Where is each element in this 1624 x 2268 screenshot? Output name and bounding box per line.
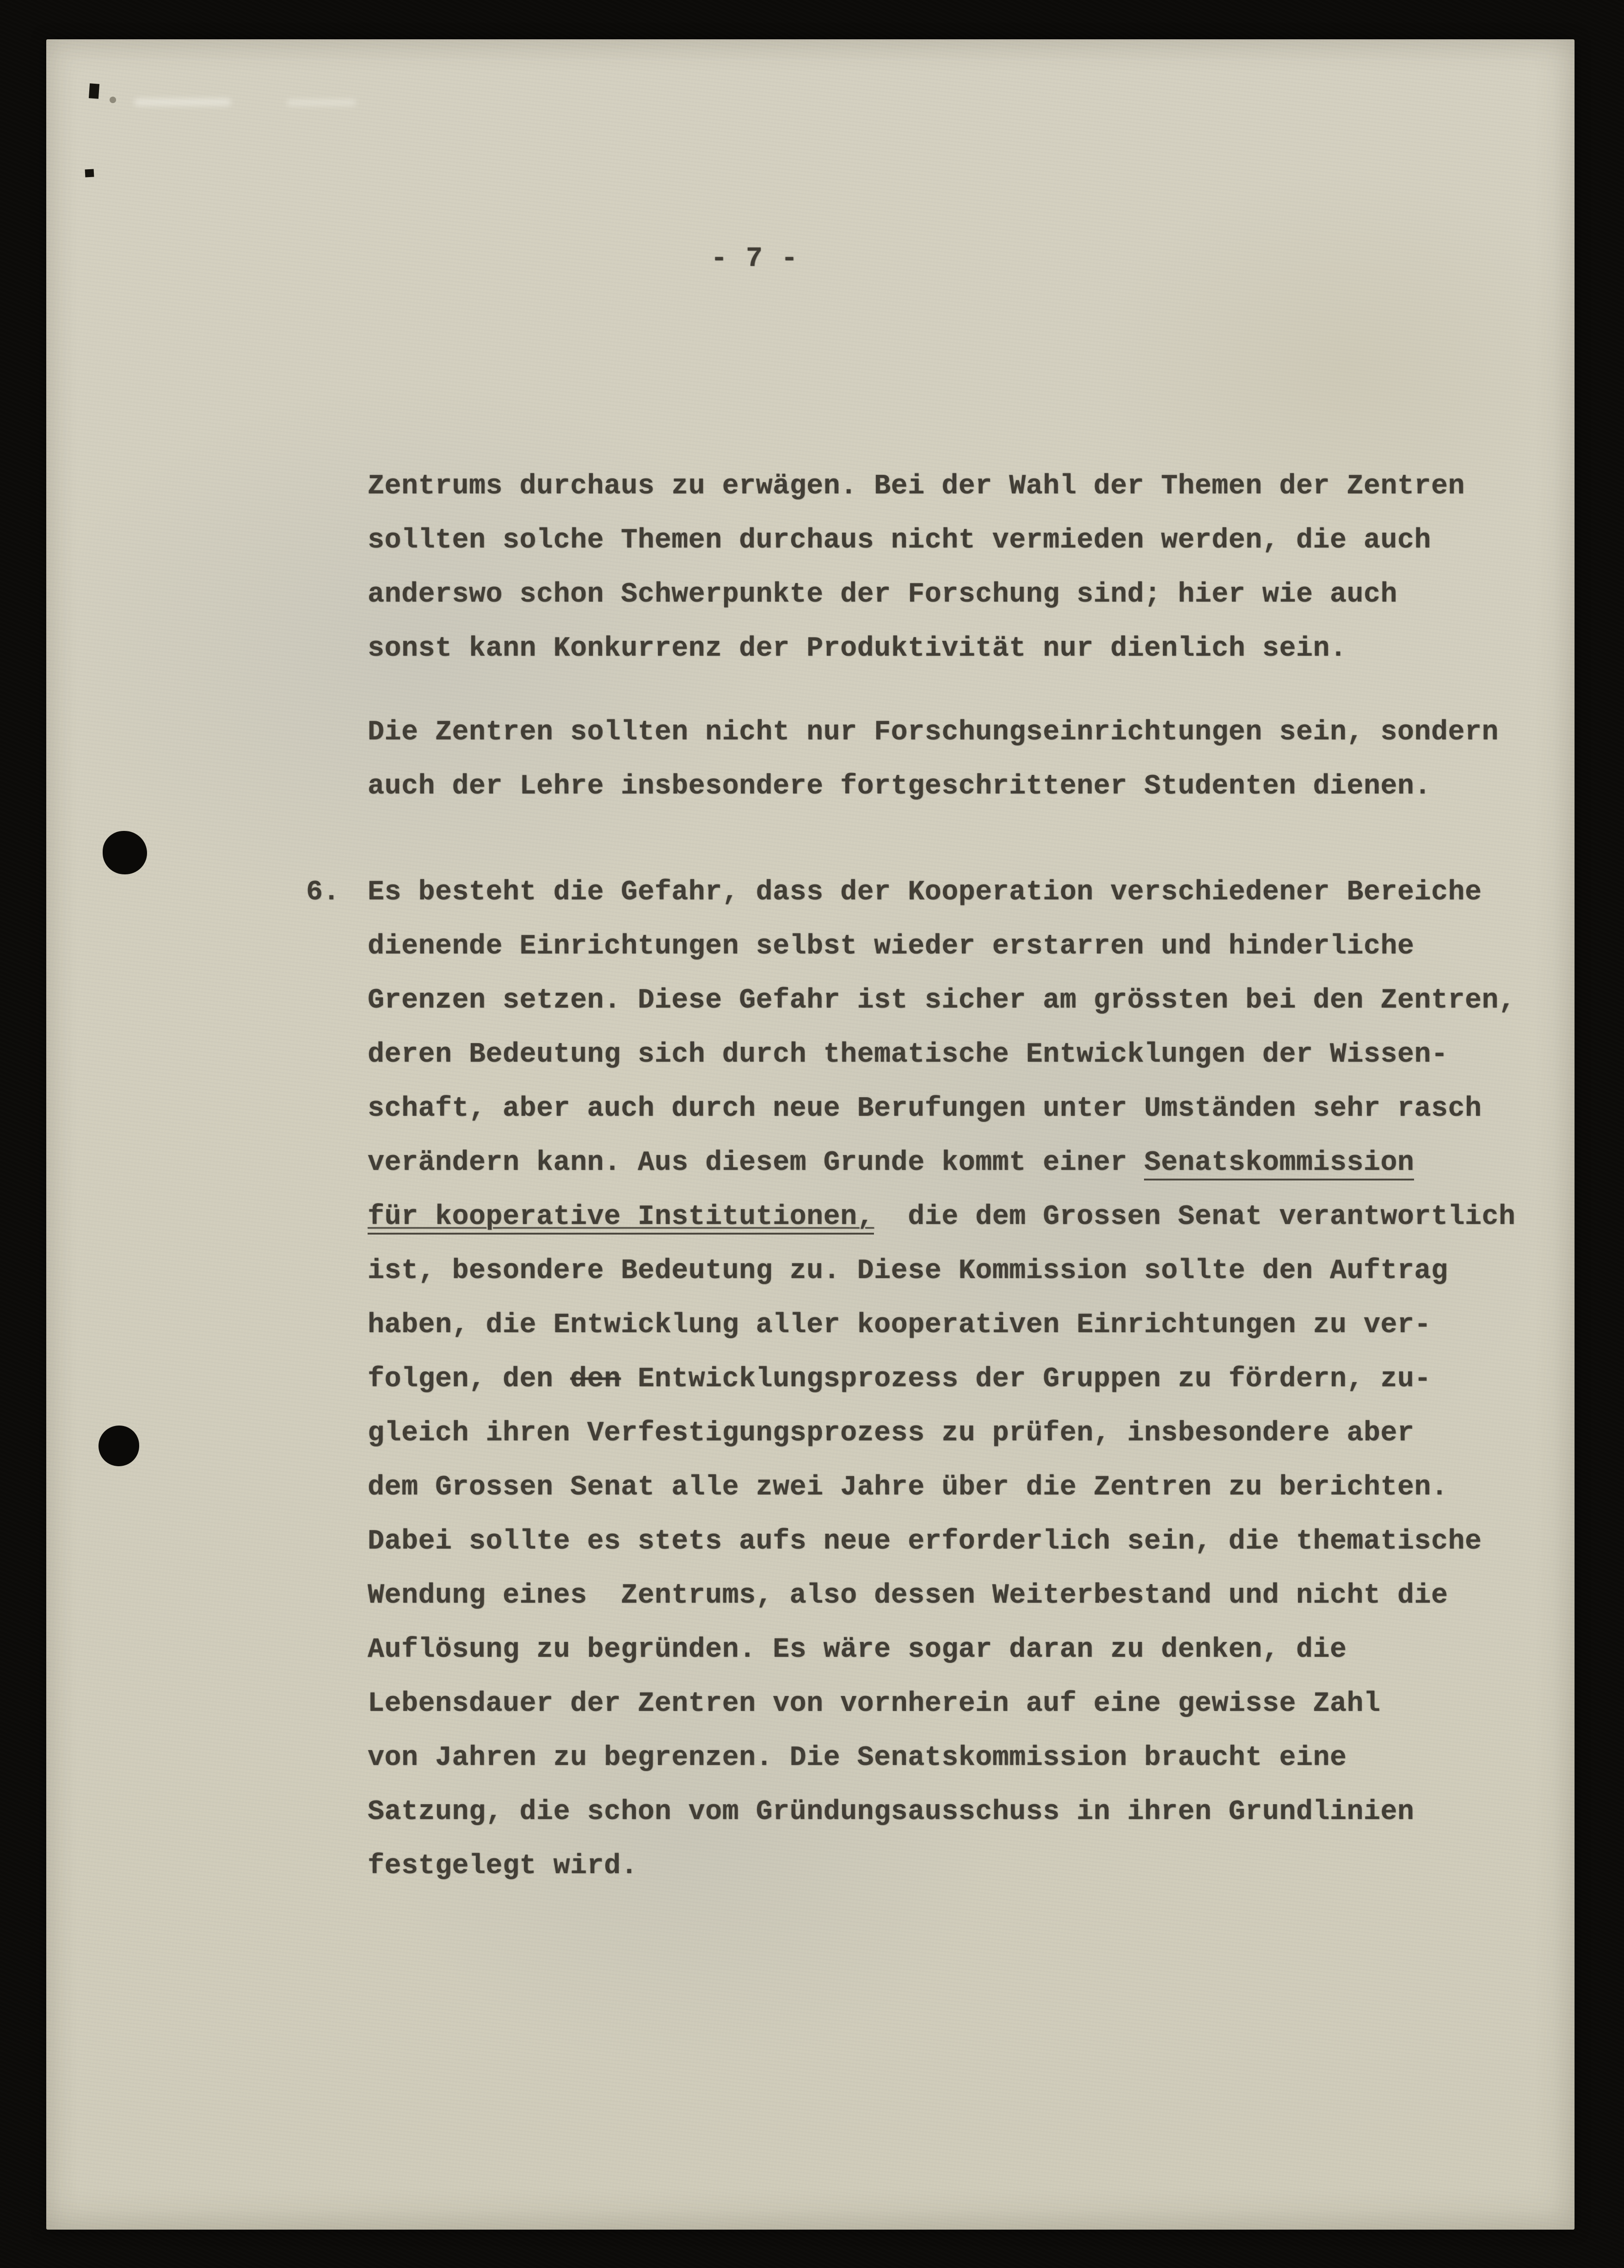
text-run: Dabei sollte es stets aufs neue erforderlich sein, die thematische	[368, 1526, 1482, 1557]
text-run: Zentrums durchaus zu erwägen. Bei der Wahl der Themen der Zentren	[368, 471, 1465, 502]
text-run: dienende Einrichtungen selbst wieder erstarren und hinderliche	[368, 931, 1415, 962]
text-run: Satzung, die schon vom Gründungsausschuss in ihren Grundlinien	[368, 1796, 1415, 1828]
text-line	[368, 1677, 1579, 1731]
ink-dot-icon	[110, 97, 116, 103]
text-run: ist, besondere Bedeutung zu. Diese Kommission sollte den Auftrag	[368, 1255, 1448, 1287]
text-run: deren Bedeutung sich durch thematische Entwicklungen der Wissen-	[368, 1039, 1448, 1070]
text-line	[368, 760, 1579, 814]
text-run: festgelegt wird.	[368, 1850, 638, 1882]
text-run: sollten solche Themen durchaus nicht vermieden werden, die auch	[368, 525, 1431, 556]
text-run: Senatskommission	[1144, 1147, 1414, 1180]
page-number: - 7 -	[710, 243, 799, 275]
text-line	[368, 1461, 1579, 1515]
text-line	[368, 866, 1579, 920]
text-run: anderswo schon Schwerpunkte der Forschung sind; hier wie auch	[368, 579, 1397, 610]
punch-hole-icon	[98, 1426, 139, 1466]
text-run: dem Grossen Senat alle zwei Jahre über die Zentren zu berichten.	[368, 1472, 1448, 1503]
punch-hole-icon	[103, 831, 147, 874]
text-run: Grenzen setzen. Diese Gefahr ist sicher am grössten bei den Zentren,	[368, 985, 1516, 1016]
paragraph	[306, 866, 1579, 1893]
text-run: auch der Lehre insbesondere fortgeschrittener Studenten dienen.	[368, 771, 1431, 802]
typewritten-text	[306, 460, 1579, 1893]
text-run: Auflösung zu begründen. Es wäre sogar daran zu denken, die	[368, 1634, 1347, 1666]
text-run: folgen, den	[368, 1364, 571, 1395]
text-line	[368, 1244, 1579, 1298]
text-run: verändern kann. Aus diesem Grunde kommt einer	[368, 1147, 1144, 1179]
text-run: Entwicklungsprozess der Gruppen zu fördern, zu-	[621, 1364, 1431, 1395]
staple-mark-icon	[85, 169, 94, 178]
text-line	[368, 460, 1579, 514]
text-line	[368, 568, 1579, 622]
text-line	[368, 1136, 1579, 1190]
text-run: von Jahren zu begrenzen. Die Senatskommission braucht eine	[368, 1742, 1347, 1774]
text-line	[368, 1407, 1579, 1461]
text-line	[368, 1352, 1579, 1407]
text-line	[368, 1190, 1579, 1244]
text-line	[368, 1515, 1579, 1569]
paragraph	[368, 706, 1579, 814]
text-run: gleich ihren Verfestigungsprozess zu prüfen, insbesondere aber	[368, 1418, 1415, 1449]
item-number: 6.	[306, 877, 340, 908]
text-run: schaft, aber auch durch neue Berufungen unter Umständen sehr rasch	[368, 1093, 1482, 1125]
text-run: für kooperative Institutionen,	[368, 1201, 874, 1235]
text-run: den	[570, 1364, 621, 1395]
text-line	[368, 514, 1579, 568]
staple-mark-icon	[89, 83, 99, 98]
text-run: sonst kann Konkurrenz der Produktivität nur dienlich sein.	[368, 633, 1347, 664]
paper-crease	[134, 98, 231, 106]
text-line	[368, 1082, 1579, 1136]
text-run: Wendung eines Zentrums, also dessen Weiterbestand und nicht die	[368, 1580, 1448, 1611]
text-line	[368, 920, 1579, 974]
text-run: Die Zentren sollten nicht nur Forschungseinrichtungen sein, sondern	[368, 717, 1499, 748]
text-line	[368, 1785, 1579, 1839]
paper-crease	[287, 99, 356, 106]
text-run: die dem Grossen Senat verantwortlich	[874, 1201, 1516, 1233]
text-line	[368, 706, 1579, 760]
text-line	[368, 622, 1579, 676]
text-line	[368, 1569, 1579, 1623]
text-line	[368, 1623, 1579, 1677]
text-line	[368, 1028, 1579, 1082]
document-page	[46, 39, 1575, 2230]
text-line	[368, 1731, 1579, 1785]
text-line	[368, 974, 1579, 1028]
paragraph	[368, 460, 1579, 676]
text-line	[368, 1298, 1579, 1352]
text-run: Es besteht die Gefahr, dass der Kooperation verschiedener Bereiche	[368, 877, 1482, 908]
text-run: Lebensdauer der Zentren von vornherein auf eine gewisse Zahl	[368, 1688, 1381, 1720]
text-run: haben, die Entwicklung aller kooperativen Einrichtungen zu ver-	[368, 1309, 1431, 1341]
text-line	[368, 1839, 1579, 1893]
